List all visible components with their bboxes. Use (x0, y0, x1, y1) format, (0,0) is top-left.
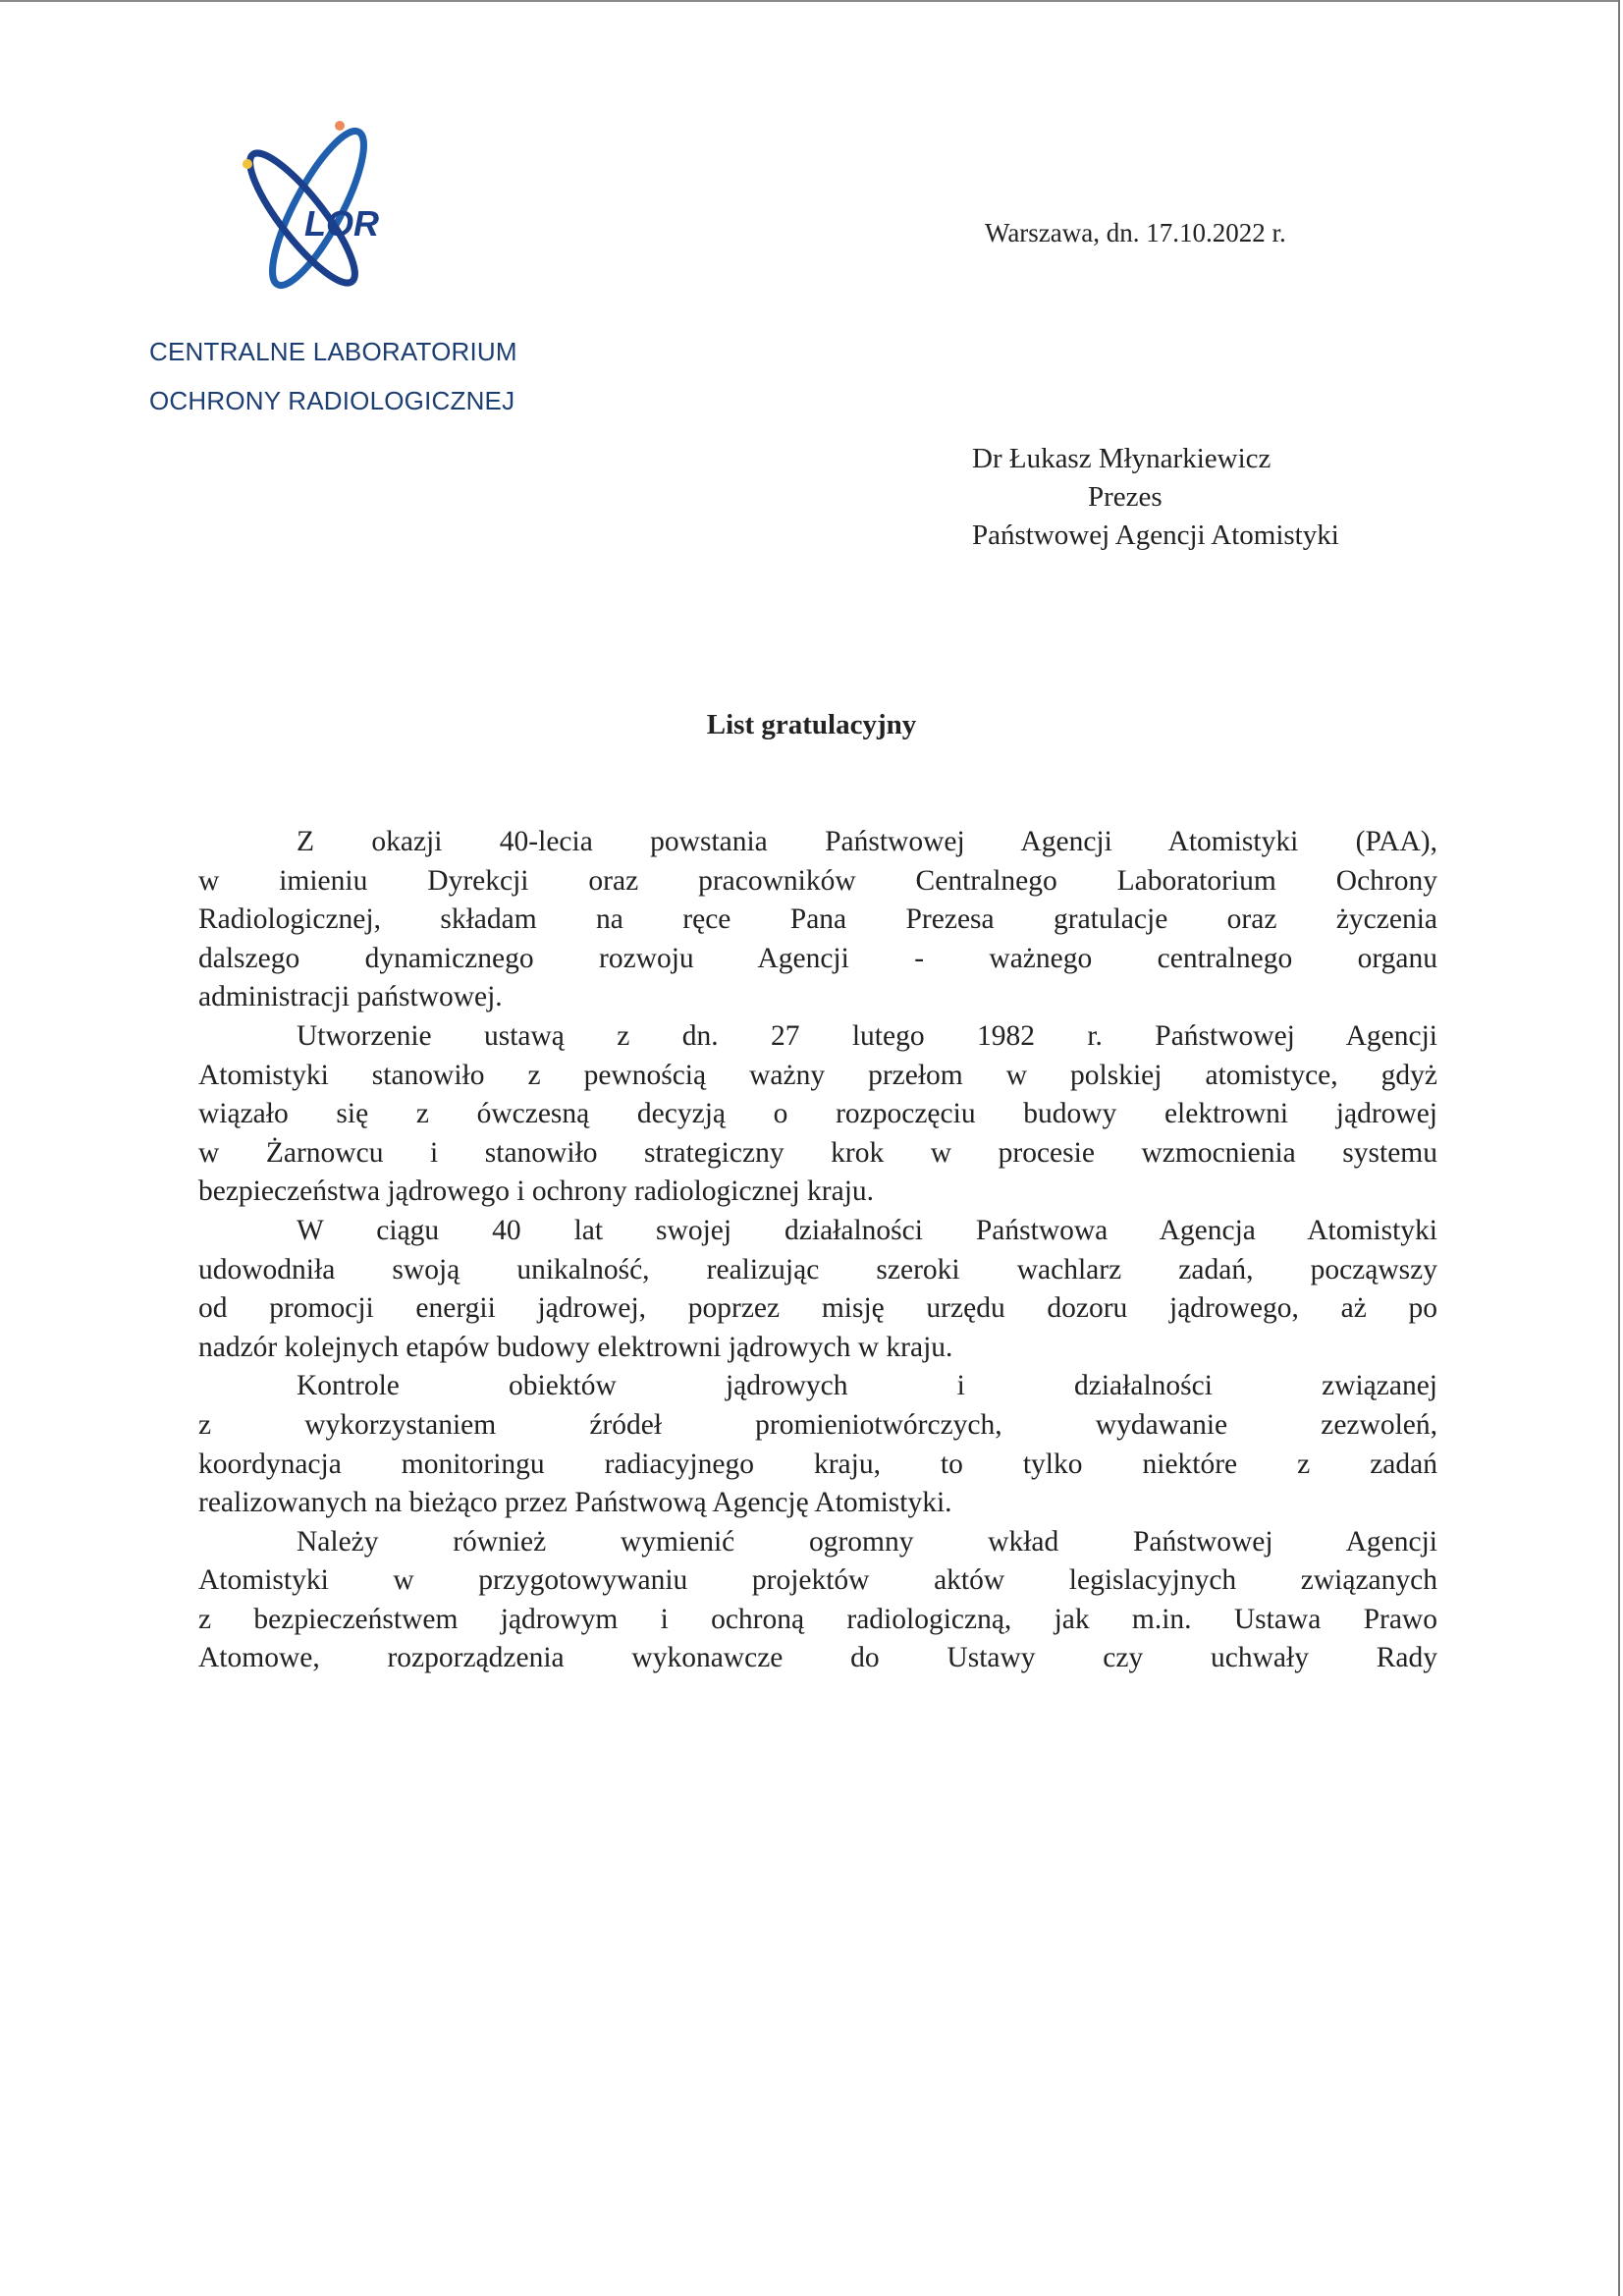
letter-date: Warszawa, dn. 17.10.2022 r. (985, 218, 1286, 247)
text-line: Utworzenie ustawą z dn. 27 lutego 1982 r. Państwowej Agencji (297, 1019, 1437, 1052)
text-line: administracji państwowej. (198, 981, 503, 1013)
atom-orbit-logo-icon (234, 110, 401, 297)
recipient-role: Prezes (1088, 481, 1163, 513)
text-line: bezpieczeństwa jądrowego i ochrony radiologicznej kraju. (198, 1175, 875, 1208)
text-line: Należy również wymienić ogromny wkład Państwowej Agencji (297, 1525, 1437, 1558)
scan-page-top-edge (0, 0, 1620, 2)
letter-title: List gratulacyjny (706, 709, 917, 740)
text-line: w imieniu Dyrekcji oraz pracowników Centralnego Laboratorium Ochrony (198, 864, 1437, 897)
recipient-name: Dr Łukasz Młynarkiewicz (972, 443, 1271, 474)
recipient-block (972, 440, 1339, 555)
paragraph (198, 823, 1437, 1017)
text-line: w Żarnowcu i stanowiło strategiczny krok w procesie wzmocnienia systemu (198, 1136, 1437, 1169)
text-line: udowodniła swoją unikalność, realizując szeroki wachlarz zadań, począwszy (198, 1253, 1437, 1285)
text-line: Atomowe, rozporządzenia wykonawcze do Ustawy czy uchwały Rady (198, 1642, 1437, 1674)
text-line: Atomistyki stanowiło z pewnością ważny przełom w polskiej atomistyce, gdyż (198, 1059, 1437, 1091)
text-line: Z okazji 40-lecia powstania Państwowej Agencji Atomistyki (PAA), (297, 826, 1437, 857)
paragraph (198, 1523, 1437, 1678)
paragraph (198, 1212, 1437, 1367)
text-line: realizowanych na bieżąco przez Państwową Agencję Atomistyki. (198, 1487, 952, 1519)
text-line: z wykorzystaniem źródeł promieniotwórczych, wydawanie zezwoleń, (198, 1408, 1437, 1441)
letter-body (198, 823, 1437, 1678)
text-line: W ciągu 40 lat swojej działalności Państwowa Agencja Atomistyki (297, 1214, 1437, 1246)
scan-page-right-edge (1618, 0, 1620, 2296)
text-line: Kontrole obiektów jądrowych i działalności związanej (297, 1370, 1437, 1402)
text-line: koordynacja monitoringu radiacyjnego kraju, to tylko niektóre z zadań (198, 1448, 1437, 1480)
org-name-line1: CENTRALNE LABORATORIUM (149, 337, 517, 366)
org-name-line2: OCHRONY RADIOLOGICZNEJ (149, 386, 515, 415)
text-line: od promocji energii jądrowej, poprzez misję urzędu dozoru jądrowego, aż po (198, 1292, 1437, 1325)
text-line: dalszego dynamicznego rozwoju Agencji - ważnego centralnego organu (198, 942, 1437, 974)
paragraph (198, 1367, 1437, 1522)
electron-dot-icon (243, 159, 252, 169)
paragraph (198, 1017, 1437, 1212)
text-line: Radiologicznej, składam na ręce Pana Prezesa gratulacje oraz życzenia (198, 903, 1437, 936)
text-line: nadzór kolejnych etapów budowy elektrowni jądrowych w kraju. (198, 1331, 953, 1363)
text-line: Atomistyki w przygotowywaniu projektów aktów legislacyjnych związanych (198, 1564, 1437, 1597)
clor-logo (234, 110, 401, 297)
recipient-institution: Państwowej Agencji Atomistyki (972, 519, 1339, 551)
text-line: wiązało się z ówczesną decyzją o rozpoczęciu budowy elektrowni jądrowej (198, 1098, 1437, 1130)
logo-text: LOR (304, 203, 379, 244)
electron-dot-icon (335, 121, 345, 131)
text-line: z bezpieczeństwem jądrowym i ochroną radiologiczną, jak m.in. Ustawa Prawo (198, 1603, 1437, 1635)
